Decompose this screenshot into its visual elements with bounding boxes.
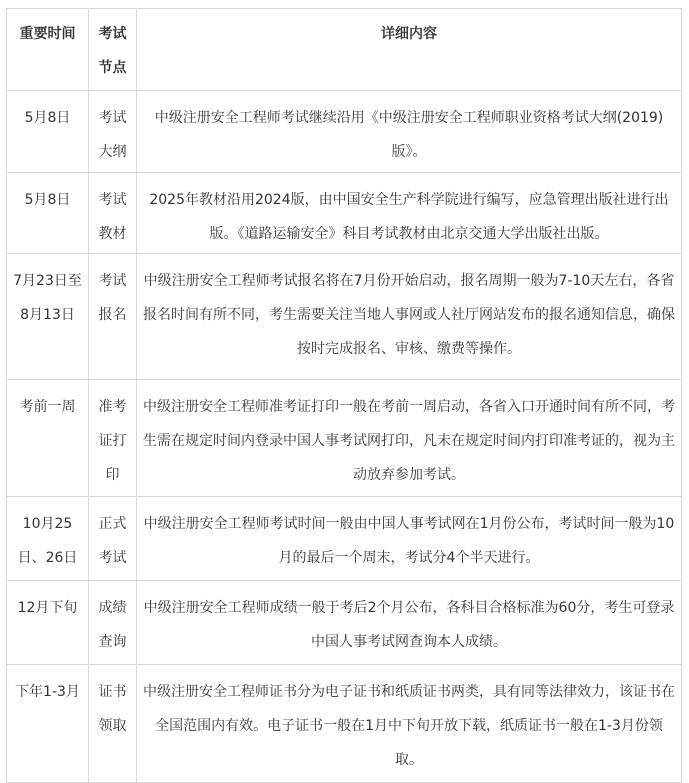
table-row [7,173,682,254]
row-node: 证书领取 [89,665,137,783]
row-detail: 中级注册安全工程师证书分为电子证书和纸质证书两类，具有同等法律效力，该证书在全国范围内有效。电子证书一般在1月中下旬开放下载，纸质证书一般在1-3月份领取。 [137,665,682,783]
row-node: 考试教材 [89,173,137,254]
table-header-row [7,9,682,91]
table-row [7,380,682,497]
row-node: 准考证打印 [89,380,137,497]
row-date: 7月23日至8月13日 [7,254,89,380]
table-row [7,665,682,783]
table-row [7,91,682,173]
row-node: 正式考试 [89,497,137,581]
row-detail: 中级注册安全工程师考试时间一般由中国人事考试网在1月份公布，考试时间一般为10月的最后一个周末，考试分4个半天进行。 [137,497,682,581]
row-node: 成绩查询 [89,581,137,665]
row-detail: 中级注册安全工程师考试报名将在7月份开始启动，报名周期一般为7-10天左右，各省报名时间有所不同，考生需要关注当地人事网或人社厅网站发布的报名通知信息，确保按时完成报名、审核、缴费等操作。 [137,254,682,380]
row-detail: 2025年教材沿用2024版，由中国安全生产科学院进行编写，应急管理出版社进行出版。《道路运输安全》科目考试教材由北京交通大学出版社出版。 [137,173,682,254]
row-date: 10月25日、26日 [7,497,89,581]
exam-schedule-table [6,8,682,783]
header-exam-node: 考试节点 [89,9,137,91]
row-detail: 中级注册安全工程师考试继续沿用《中级注册安全工程师职业资格考试大纲(2019)版》。 [137,91,682,173]
header-detail: 详细内容 [137,9,682,91]
table-row [7,497,682,581]
row-date: 5月8日 [7,173,89,254]
row-node: 考试报名 [89,254,137,380]
row-node: 考试大纲 [89,91,137,173]
table-row [7,254,682,380]
header-important-time: 重要时间 [7,9,89,91]
row-date: 12月下旬 [7,581,89,665]
row-date: 5月8日 [7,91,89,173]
row-date: 下年1-3月 [7,665,89,783]
row-detail: 中级注册安全工程师准考证打印一般在考前一周启动，各省入口开通时间有所不同，考生需在规定时间内登录中国人事考试网打印，凡未在规定时间内打印准考证的，视为主动放弃参加考试。 [137,380,682,497]
row-detail: 中级注册安全工程师成绩一般于考后2个月公布，各科目合格标准为60分，考生可登录中国人事考试网查询本人成绩。 [137,581,682,665]
row-date: 考前一周 [7,380,89,497]
table-row [7,581,682,665]
